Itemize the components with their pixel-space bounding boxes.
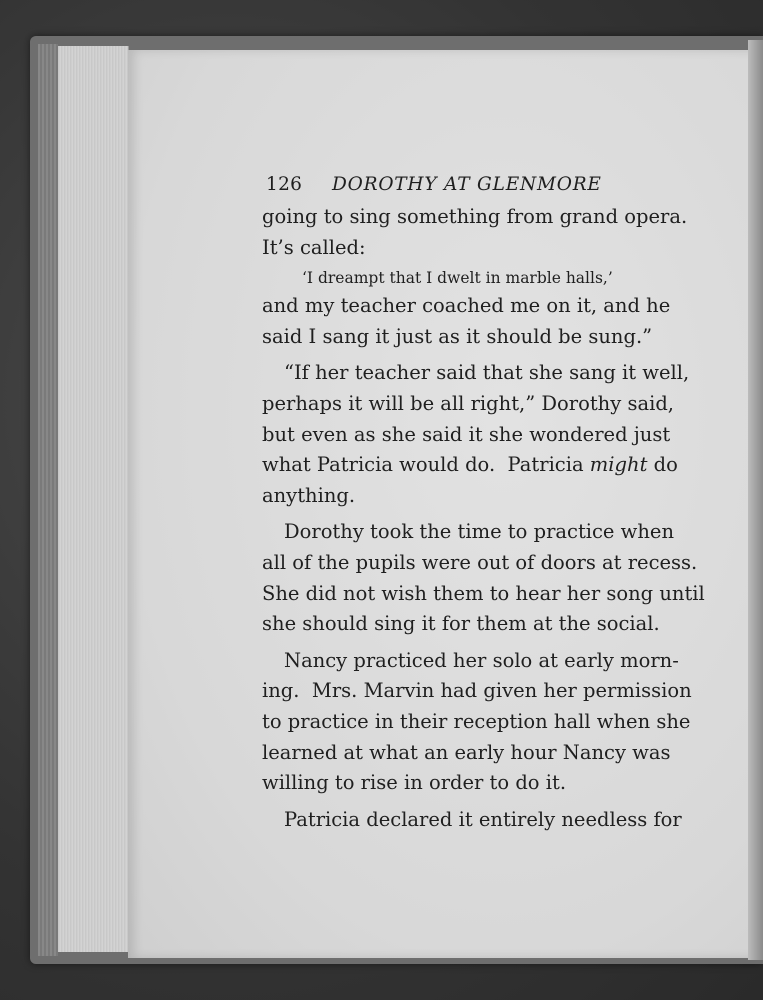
paragraph bbox=[262, 202, 688, 263]
song-quote bbox=[262, 263, 662, 291]
text-line: anything. bbox=[262, 483, 356, 507]
book-spine-edge bbox=[38, 44, 58, 956]
paragraph bbox=[262, 646, 692, 799]
text-fragment: do bbox=[647, 453, 678, 477]
emphasis-word: might bbox=[589, 453, 648, 477]
text-line: to practice in their reception hall when she bbox=[262, 709, 691, 733]
paragraph bbox=[262, 517, 705, 639]
paragraph bbox=[262, 291, 671, 352]
text-line: she should sing it for them at the social. bbox=[262, 612, 660, 636]
text-line: perhaps it will be all right,” Dorothy said, bbox=[262, 391, 675, 415]
text-fragment: what Patricia would do. Patricia bbox=[262, 453, 590, 477]
text-line: willing to rise in order to do it. bbox=[262, 771, 567, 795]
text-line: and my teacher coached me on it, and he bbox=[262, 294, 671, 318]
text-line: all of the pupils were out of doors at recess. bbox=[262, 550, 698, 574]
text-line: Nancy practiced her solo at early morn- bbox=[284, 648, 679, 672]
running-head bbox=[262, 168, 662, 202]
text-line: “If her teacher said that she sang it well, bbox=[284, 361, 690, 385]
page-stack-edges bbox=[58, 46, 129, 952]
text-line: learned at what an early hour Nancy was bbox=[262, 740, 671, 764]
text-line: ing. Mrs. Marvin had given her permission bbox=[262, 679, 692, 703]
text-line: said I sang it just as it should be sung.” bbox=[262, 324, 653, 348]
text-line: going to sing something from grand opera. bbox=[262, 205, 688, 228]
running-title: DOROTHY AT GLENMORE bbox=[332, 174, 602, 195]
paragraph bbox=[262, 805, 682, 836]
paragraph bbox=[262, 358, 690, 511]
text-line-with-emphasis bbox=[262, 450, 678, 481]
quote-line: ‘I dreampt that I dwelt in marble halls,’ bbox=[302, 269, 613, 288]
text-line: Patricia declared it entirely needless for bbox=[284, 807, 682, 831]
text-line: It’s called: bbox=[262, 235, 366, 259]
text-line: She did not wish them to hear her song until bbox=[262, 581, 705, 605]
text-line: Dorothy took the time to practice when bbox=[284, 520, 675, 544]
page-right-edge bbox=[748, 40, 763, 960]
page-number: 126 bbox=[266, 174, 303, 195]
page-text bbox=[262, 168, 705, 835]
text-line: but even as she said it she wondered just bbox=[262, 422, 671, 446]
